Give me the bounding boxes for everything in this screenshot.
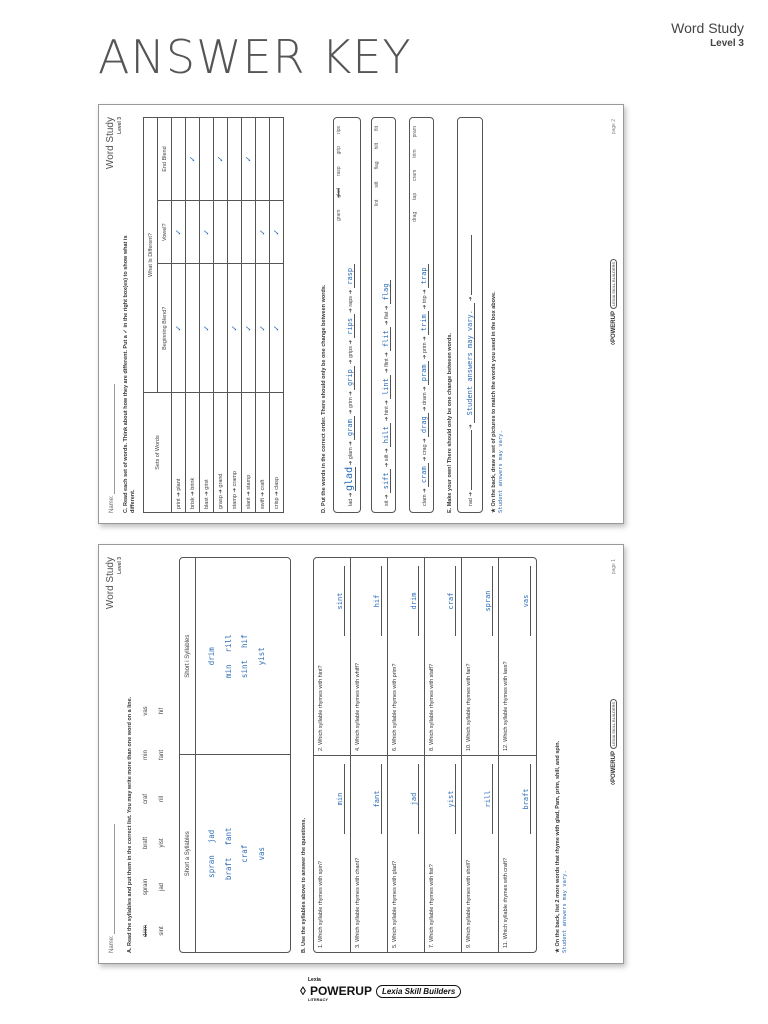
- chain-mid: ➔ glam ➔: [348, 441, 354, 466]
- question-cell: [499, 558, 536, 755]
- lexia-wordmark: Lexia: [308, 977, 321, 983]
- chain-word: cram: [412, 169, 418, 181]
- chain-blank: flit: [382, 327, 391, 351]
- page1-sheet: [99, 545, 624, 964]
- table-row: [214, 118, 228, 513]
- word-bank-item: yist: [159, 838, 165, 848]
- table-row: [242, 118, 256, 513]
- table-row: [270, 118, 284, 513]
- row-words: slant ➔ stamp: [242, 393, 256, 513]
- chain-mid: ➔ prim ➔: [422, 336, 428, 360]
- chain-mid: ➔ hint ➔: [384, 400, 390, 422]
- chain-blank: trim: [420, 311, 429, 335]
- literacy-wordmark: LITERACY: [308, 997, 328, 1002]
- chain-blank: gram: [346, 416, 355, 440]
- chain-word: rips: [336, 126, 342, 135]
- short-a-column: [180, 756, 290, 953]
- question-answer: yist: [447, 764, 456, 834]
- short-i-answer: yist: [256, 647, 266, 666]
- check-end: ✓: [214, 118, 228, 201]
- chain-word: silt: [374, 181, 380, 188]
- chain-blank: lint: [382, 375, 391, 399]
- col-begin: Beginning Blend?: [158, 264, 172, 393]
- question-text: 10. Which syllable rhymes with fan?: [466, 663, 472, 751]
- chain-mid: ➔ flint ➔: [384, 352, 390, 374]
- short-i-answer: hif: [240, 634, 249, 648]
- check-vowel: ✓: [256, 201, 270, 264]
- check-begin: [214, 264, 228, 393]
- page1-number: page 1: [611, 559, 617, 575]
- chain-word: lint: [374, 199, 380, 206]
- word-bank-item: craf: [143, 794, 149, 805]
- page1-name-label: Name:: [109, 935, 115, 953]
- row-words: crisp ➔ clasp: [270, 393, 284, 513]
- chain-blank: rasp: [346, 264, 355, 288]
- question-text: 12. Which syllable rhymes with lass?: [503, 661, 509, 751]
- instruction-e: E. Make your own! There should only be one change between words.: [447, 332, 453, 513]
- word-bank-item: sint: [159, 926, 165, 936]
- question-cell: [425, 558, 462, 755]
- question-answer: rill: [484, 764, 493, 834]
- chain-start: lad ➔: [348, 492, 354, 506]
- question-text: 2. Which syllable rhymes with hint?: [318, 665, 324, 751]
- powerup-icon: ◊: [300, 984, 306, 998]
- word-bank-item: vas: [143, 706, 149, 716]
- chain-blank: glad: [344, 466, 355, 491]
- difference-table: [143, 117, 284, 513]
- word-bank-item: min: [143, 750, 149, 760]
- chain-mid: ➔ trip ➔: [422, 289, 428, 310]
- page2-logo: ◊POWERUPLEXIA SKILL BUILDERS: [611, 259, 617, 345]
- short-a-answer: fant: [223, 827, 233, 846]
- short-i-answer: min: [223, 664, 233, 679]
- question-text: 8. Which syllable rhymes with staff?: [429, 663, 435, 751]
- row-words: print ➔ plant: [172, 393, 186, 513]
- chain-blank: cram: [420, 463, 429, 487]
- page2-sheet: [99, 105, 624, 524]
- chain-start: rad ➔: [468, 491, 474, 506]
- syllable-sort-box: [179, 557, 291, 953]
- page2-number: page 2: [611, 119, 617, 135]
- chain-word: drag: [412, 211, 418, 222]
- col-end: End Blend: [158, 118, 172, 201]
- question-cell: [388, 558, 425, 755]
- question-answer: fant: [373, 764, 382, 834]
- short-i-answer: sint: [240, 660, 249, 679]
- word-bank-item: sprain: [143, 878, 149, 896]
- chain-blank: hilt: [382, 423, 391, 447]
- word-bank-item: fant: [159, 750, 165, 761]
- question-cell: [314, 558, 351, 755]
- rhyme-questions: [313, 557, 537, 953]
- check-end: [256, 118, 270, 201]
- page1-back-note: ★ On the back, list 2 more words that rhyme with glad, Pam, prim, shill, and spin. Student answers may vary.: [555, 653, 568, 953]
- check-end: [270, 118, 284, 201]
- chain-mid: ➔ dram ➔: [422, 386, 428, 412]
- row-words: stamp ➔ cramp: [228, 393, 242, 513]
- chain-blank: trap: [420, 264, 429, 288]
- row-words: grasp ➔ grand: [214, 393, 228, 513]
- question-answer: sint: [336, 566, 345, 636]
- instruction-d: D. Put the words in the correct order. There should only be one change between words.: [321, 284, 327, 513]
- table-row: [228, 118, 242, 513]
- question-cell: [462, 558, 499, 755]
- chain-blank: drag: [420, 413, 429, 437]
- page1-logo: ◊POWERUPLEXIA SKILL BUILDERS: [611, 699, 617, 785]
- page1-title: Word Study: [105, 557, 116, 610]
- check-begin: ✓: [200, 264, 214, 393]
- word-bank-item: hif: [159, 707, 165, 715]
- skill-builders-tag: Lexia Skill Builders: [376, 985, 461, 998]
- chain-answer: Student answers may vary.: [466, 303, 475, 423]
- question-cell: [499, 755, 536, 952]
- check-begin: ✓: [228, 264, 242, 393]
- chain-word: pram: [412, 126, 418, 138]
- word-bank-item: rill: [159, 796, 165, 802]
- col-what: What Is Different?: [144, 118, 158, 393]
- question-text: 5. Which syllable rhymes with glad?: [392, 860, 398, 948]
- short-i-column: [180, 558, 290, 756]
- table-row: [256, 118, 270, 513]
- question-answer: hif: [373, 566, 382, 636]
- short-a-answer: jad: [207, 829, 216, 844]
- check-end: [172, 118, 186, 201]
- chain-word: gram: [336, 209, 342, 221]
- page2-name-field: [109, 384, 115, 513]
- row-words: swift ➔ craft: [256, 393, 270, 513]
- question-answer: craf: [447, 566, 456, 636]
- short-i-answer: drim: [207, 647, 216, 666]
- page2-level: Level 3: [117, 117, 123, 134]
- chain-word: flag: [374, 161, 380, 170]
- chain-mid: ➔ grips ➔: [348, 339, 354, 365]
- instruction-c: C. Read each set of words. Think about how they are different. Put a ✓ in the right box(es) to show what is different.: [123, 235, 137, 513]
- check-begin: ✓: [172, 264, 186, 393]
- chain-word: flit: [374, 126, 380, 131]
- check-vowel: [228, 201, 242, 264]
- page2-name-label: Name:: [109, 495, 115, 513]
- word-bank-item: drim: [143, 925, 149, 937]
- question-answer: braft: [522, 764, 531, 834]
- chain-mid: ➔ grim ➔: [348, 391, 354, 415]
- worksheet-page-2: [98, 104, 624, 524]
- chain-word: hilt: [374, 143, 380, 150]
- check-vowel: ✓: [200, 201, 214, 264]
- chain-mid: ➔ raps ➔: [348, 289, 354, 313]
- back-note-answer: Student answers may vary.: [562, 870, 568, 953]
- page1-level: Level 3: [117, 557, 123, 574]
- word-chain-4: rad ➔ ➔ Student answers may vary. ➔: [457, 117, 483, 513]
- table-row: [186, 118, 200, 513]
- page1-name-field: [109, 824, 115, 953]
- col-vowel: Vowel?: [158, 201, 172, 264]
- chain-blank: grip: [346, 366, 355, 390]
- question-answer: vas: [522, 566, 531, 636]
- check-end: [228, 118, 242, 201]
- chain-blank: [471, 430, 472, 490]
- chain-mid: ➔ crag ➔: [422, 438, 428, 462]
- answer-key-heading: ANSWER KEY: [98, 30, 412, 84]
- short-a-answer: craf: [240, 844, 249, 863]
- short-i-title: Short i Syllables: [180, 558, 196, 755]
- powerup-wordmark: POWERUP: [309, 984, 372, 998]
- question-text: 9. Which syllable rhymes with shrill?: [466, 859, 472, 948]
- row-words: brisk ➔ brink: [186, 393, 200, 513]
- word-bank-item: jad: [159, 883, 165, 892]
- col-sets: Sets of Words: [144, 393, 172, 513]
- question-answer: min: [336, 764, 345, 834]
- question-cell: [351, 558, 388, 755]
- page2-back-note: ★ On the back, draw a set of pictures to match the words you used in the box above. Student answers may vary.: [491, 213, 504, 513]
- header-title: Word Study: [671, 20, 744, 36]
- chain-blank: flag: [382, 280, 391, 304]
- back-note-answer: Student answers may vary.: [498, 430, 504, 513]
- chain-start: sit ➔: [384, 494, 390, 506]
- check-end: [200, 118, 214, 201]
- short-a-answer: braft: [223, 857, 233, 881]
- chain-word: glad: [336, 188, 342, 198]
- chain-blank: sift: [382, 469, 391, 493]
- check-end: ✓: [186, 118, 200, 201]
- check-vowel: [242, 201, 256, 264]
- word-bank: [143, 557, 165, 953]
- check-vowel: ✓: [172, 201, 186, 264]
- chain-mid: ➔ flat ➔: [384, 305, 390, 326]
- chain-mid: ➔ silt ➔: [384, 448, 390, 468]
- question-text: 4. Which syllable rhymes with whiff?: [355, 663, 361, 751]
- table-row: [172, 118, 186, 513]
- question-text: 3. Which syllable rhymes with chant?: [355, 857, 361, 948]
- question-cell: [425, 755, 462, 952]
- word-chain-2: [371, 117, 396, 513]
- question-answer: jad: [410, 764, 419, 834]
- instruction-a: A. Read the syllables and put them in the correct list. You may write more than one word on a line.: [127, 696, 133, 953]
- word-bank-item: braft: [143, 837, 149, 850]
- worksheet-page-1: [98, 544, 624, 964]
- back-note-text: On the back, list 2 more words that rhyme with glad, Pam, prim, shill, and spin.: [555, 740, 561, 947]
- chain-blank: [471, 235, 472, 295]
- word-chain-3: [409, 117, 434, 513]
- check-begin: ✓: [242, 264, 256, 393]
- chain-blank: pram: [420, 361, 429, 385]
- question-text: 7. Which syllable rhymes with fist?: [429, 864, 435, 948]
- chain-start: clam ➔: [422, 488, 428, 506]
- back-note-text: On the back, draw a set of pictures to match the words you used in the box above.: [491, 291, 497, 507]
- question-cell: [462, 755, 499, 952]
- check-begin: ✓: [256, 264, 270, 393]
- question-cell: [388, 755, 425, 952]
- check-end: ✓: [242, 118, 256, 201]
- question-cell: [314, 755, 351, 952]
- page2-title: Word Study: [105, 117, 116, 170]
- check-vowel: [214, 201, 228, 264]
- header-level: Level 3: [710, 38, 744, 49]
- chain-blank: rips: [346, 314, 355, 338]
- table-row: [200, 118, 214, 513]
- powerup-logo: [300, 977, 461, 1002]
- short-a-answer: vas: [256, 846, 266, 861]
- short-a-title: Short a Syllables: [180, 756, 196, 953]
- chain-word: rasp: [336, 166, 342, 177]
- question-answer: drim: [410, 566, 419, 636]
- row-words: blast ➔ grist: [200, 393, 214, 513]
- check-vowel: ✓: [270, 201, 284, 264]
- question-text: 1. Which syllable rhymes with spin?: [318, 861, 324, 948]
- question-text: 11. Which syllable rhymes with craft?: [503, 857, 509, 948]
- word-chain-1: [333, 117, 361, 513]
- question-answer: spran: [484, 566, 493, 636]
- instruction-b: B. Use the syllables above to answer the questions.: [301, 817, 307, 953]
- chain-word: tap: [412, 192, 418, 200]
- chain-word: grip: [336, 146, 342, 155]
- short-i-answer: rill: [223, 634, 233, 653]
- question-text: 6. Which syllable rhymes with prim?: [392, 663, 398, 751]
- chain-word: trim: [412, 149, 418, 158]
- question-cell: [351, 755, 388, 952]
- check-vowel: [186, 201, 200, 264]
- check-begin: [186, 264, 200, 393]
- short-a-answer: spran: [207, 855, 216, 878]
- check-begin: ✓: [270, 264, 284, 393]
